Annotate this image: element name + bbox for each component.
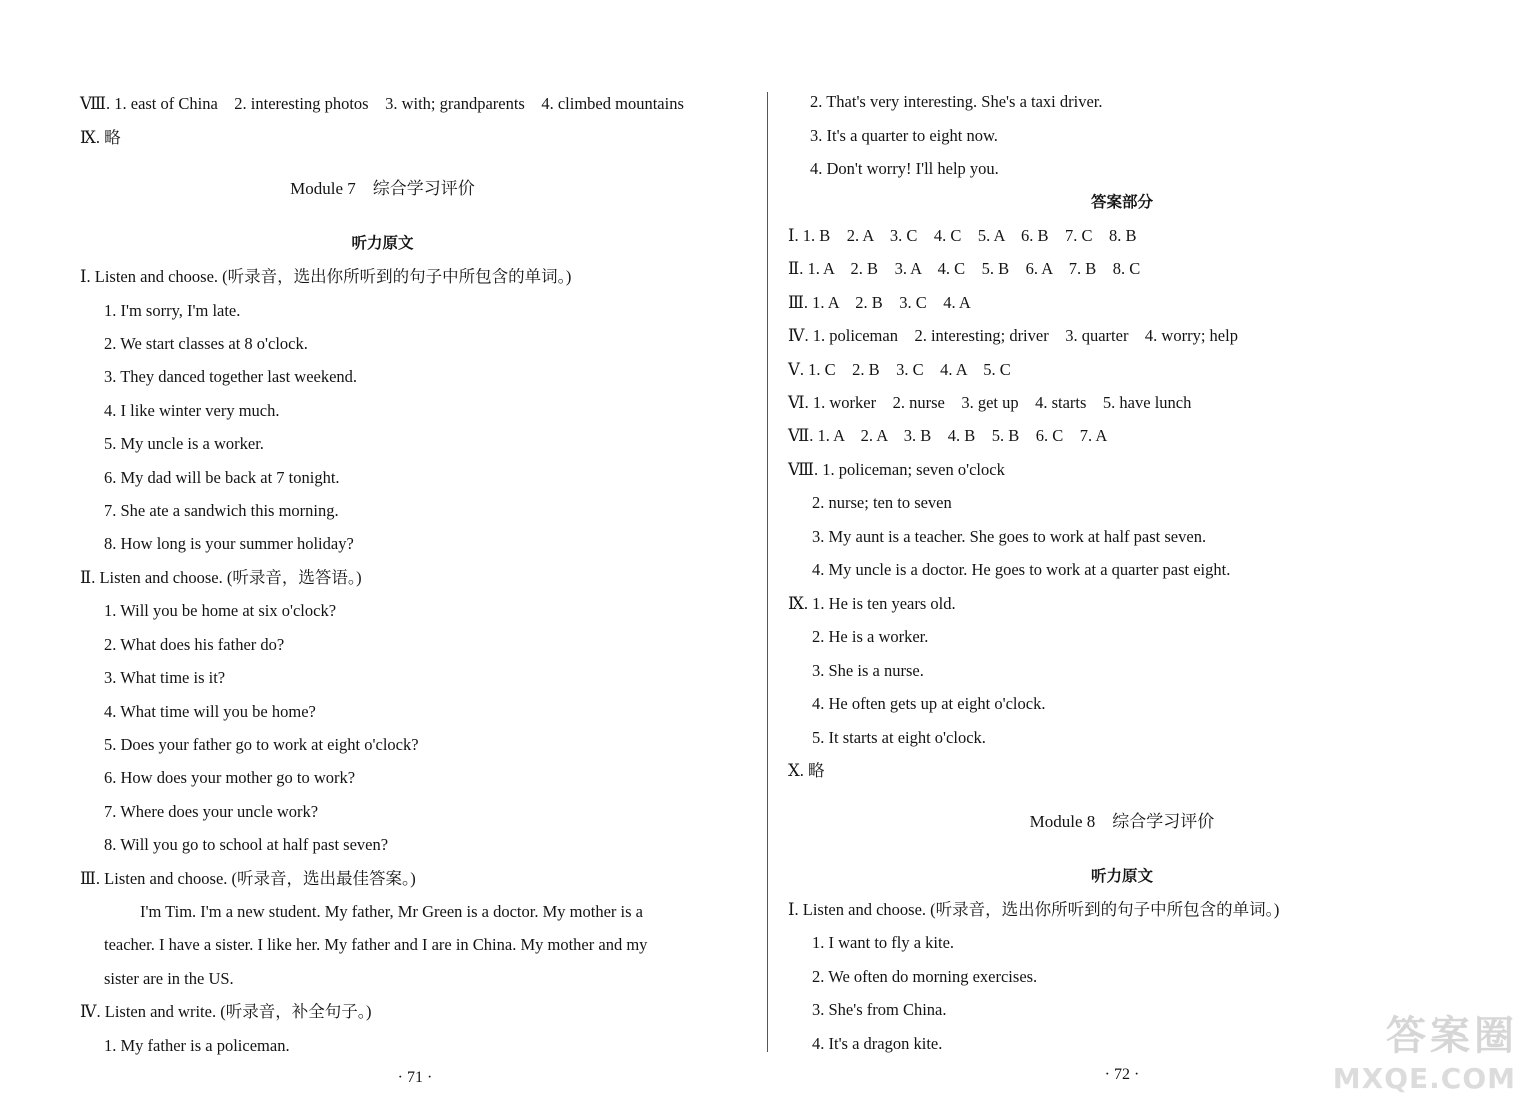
list-item: 2. We often do morning exercises. xyxy=(812,967,1038,986)
part1-heading: Ⅰ. Listen and choose. (听录音，选出你所听到的句子中所包含的单词。) xyxy=(788,900,1280,919)
answer-line: Ⅹ. 略 xyxy=(788,761,825,780)
answer-line: 4. He often gets up at eight o'clock. xyxy=(812,694,1046,713)
answer-line: 3. She is a nurse. xyxy=(812,661,924,680)
watermark-logo xyxy=(1288,1000,1528,1110)
page-divider xyxy=(767,92,768,1052)
list-item: 6. My dad will be back at 7 tonight. xyxy=(104,468,340,487)
list-item: 3. They danced together last weekend. xyxy=(104,367,358,386)
list-item: 2. We start classes at 8 o'clock. xyxy=(104,334,308,353)
listening-script-title: 听力原文 xyxy=(351,234,414,252)
list-item: 5. Does your father go to work at eight o'clock? xyxy=(104,735,419,754)
list-item: 8. How long is your summer holiday? xyxy=(104,534,354,553)
watermark-top-text: 答案圈 xyxy=(1386,1013,1518,1059)
list-item: 4. What time will you be home? xyxy=(104,702,316,721)
answer-line: 5. It starts at eight o'clock. xyxy=(812,728,986,747)
part4-heading: Ⅳ. Listen and write. (听录音，补全句子。) xyxy=(80,1002,372,1021)
page-number-right: · 72 · xyxy=(1104,1066,1140,1083)
passage-line: sister are in the US. xyxy=(104,969,234,988)
list-item: 1. I want to fly a kite. xyxy=(812,933,955,952)
list-item: 7. Where does your uncle work? xyxy=(104,802,319,821)
list-item: 3. What time is it? xyxy=(104,668,226,687)
list-item: 3. She's from China. xyxy=(812,1000,947,1019)
list-item: 6. How does your mother go to work? xyxy=(104,768,356,787)
answer-line: 4. My uncle is a doctor. He goes to work at a quarter past eight. xyxy=(812,560,1231,579)
answer-line: Ⅶ. 1. A 2. A 3. B 4. B 5. B 6. C 7. A xyxy=(788,426,1108,445)
answer-line: Ⅰ. 1. B 2. A 3. C 4. C 5. A 6. B 7. C 8. B xyxy=(788,226,1137,245)
list-item: 8. Will you go to school at half past seven? xyxy=(104,835,389,854)
answer-line: 2. nurse; ten to seven xyxy=(812,493,952,512)
list-item: 4. It's a dragon kite. xyxy=(812,1034,943,1053)
page-number-left: · 71 · xyxy=(397,1069,433,1086)
list-item: 7. She ate a sandwich this morning. xyxy=(104,501,339,520)
list-item: 4. I like winter very much. xyxy=(104,401,280,420)
answer-line: Ⅱ. 1. A 2. B 3. A 4. C 5. B 6. A 7. B 8. C xyxy=(788,259,1141,278)
right-top-line: 2. That's very interesting. She's a taxi driver. xyxy=(810,92,1103,111)
part1-heading: Ⅰ. Listen and choose. (听录音，选出你所听到的句子中所包含的单词。) xyxy=(80,267,572,286)
answer-line: Ⅷ. 1. policeman; seven o'clock xyxy=(788,460,1005,479)
answer-line: Ⅲ. 1. A 2. B 3. C 4. A xyxy=(788,293,971,312)
list-item: 1. My father is a policeman. xyxy=(104,1036,290,1055)
left-top-line: Ⅸ. 略 xyxy=(80,128,121,147)
answer-line: Ⅸ. 1. He is ten years old. xyxy=(788,594,956,613)
list-item: 1. I'm sorry, I'm late. xyxy=(104,301,241,320)
passage-line: teacher. I have a sister. I like her. My father and I are in China. My mother and my xyxy=(104,935,648,954)
part2-heading: Ⅱ. Listen and choose. (听录音，选答语。) xyxy=(80,568,362,587)
right-top-line: 4. Don't worry! I'll help you. xyxy=(810,159,999,178)
watermark-bottom-text: MXQE.COM xyxy=(1332,1062,1516,1095)
list-item: 1. Will you be home at six o'clock? xyxy=(104,601,337,620)
part3-heading: Ⅲ. Listen and choose. (听录音，选出最佳答案。) xyxy=(80,869,416,888)
module-7-title: Module 7 综合学习评价 xyxy=(290,179,475,198)
answers-title: 答案部分 xyxy=(1090,193,1153,211)
list-item: 2. What does his father do? xyxy=(104,635,285,654)
list-item: 5. My uncle is a worker. xyxy=(104,434,264,453)
module-8-title: Module 8 综合学习评价 xyxy=(1029,812,1215,831)
left-top-line: Ⅷ. 1. east of China 2. interesting photos 3. with; grandparents 4. climbed mountains xyxy=(80,94,684,113)
answer-line: 2. He is a worker. xyxy=(812,627,929,646)
answer-line: Ⅵ. 1. worker 2. nurse 3. get up 4. starts 5. have lunch xyxy=(788,393,1192,412)
listening-script-title: 听力原文 xyxy=(1090,867,1153,885)
passage-line: I'm Tim. I'm a new student. My father, Mr Green is a doctor. My mother is a xyxy=(140,902,643,921)
answer-line: Ⅳ. 1. policeman 2. interesting; driver 3. quarter 4. worry; help xyxy=(788,326,1238,345)
answer-line: Ⅴ. 1. C 2. B 3. C 4. A 5. C xyxy=(788,360,1011,379)
right-top-line: 3. It's a quarter to eight now. xyxy=(810,126,998,145)
answer-line: 3. My aunt is a teacher. She goes to work at half past seven. xyxy=(812,527,1207,546)
